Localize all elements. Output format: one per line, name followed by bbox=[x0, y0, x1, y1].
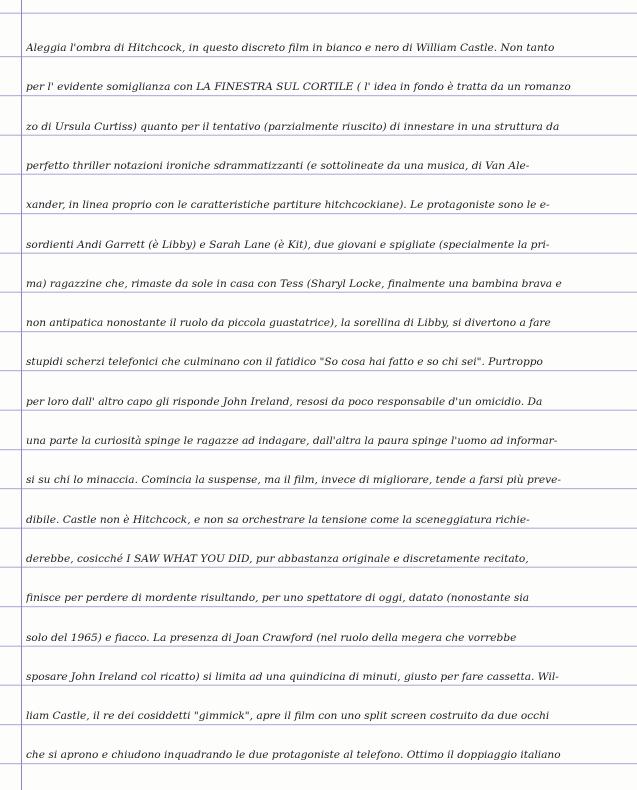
text-line: ma) ragazzine che, rimaste da sole in casa con Tess (Sharyl Locke, finalmente una bambina brava e bbox=[26, 278, 562, 290]
text-line: per loro dall' altro capo gli risponde John Ireland, resosi da poco responsabile d'un omicidio. Da bbox=[26, 396, 543, 408]
text-line: per l' evidente somiglianza con LA FINESTRA SUL CORTILE ( l' idea in fondo è tratta da un romanzo bbox=[26, 81, 571, 93]
text-line: zo di Ursula Curtiss) quanto per il tentativo (parzialmente riuscito) di innestare in una struttura da bbox=[26, 121, 560, 133]
text-line: che si aprono e chiudono inquadrando le due protagoniste al telefono. Ottimo il doppiaggio italiano bbox=[26, 749, 561, 761]
text-line: solo del 1965) e fiacco. La presenza di Joan Crawford (nel ruolo della megera che vorrebbe bbox=[26, 632, 517, 644]
text-line: perfetto thriller notazioni ironiche sdrammatizzanti (e sottolineate da una musica, di Van Ale- bbox=[26, 160, 530, 172]
text-line: si su chi lo minaccia. Comincia la suspense, ma il film, invece di migliorare, tende a farsi più preve- bbox=[26, 474, 561, 486]
text-line: una parte la curiosità spinge le ragazze ad indagare, dall'altra la paura spinge l'uomo ad informar- bbox=[26, 435, 558, 447]
text-line: dibile. Castle non è Hitchcock, e non sa orchestrare la tensione come la sceneggiatura richie- bbox=[26, 514, 530, 526]
text-line: non antipatica nonostante il ruolo da piccola guastatrice), la sorellina di Libby, si divertono a fare bbox=[26, 317, 551, 329]
text-line: sposare John Ireland col ricatto) si limita ad una quindicina di minuti, giusto per fare cassetta. Wil- bbox=[26, 671, 559, 683]
text-line: Aleggia l'ombra di Hitchcock, in questo discreto film in bianco e nero di William Castle. Non tanto bbox=[26, 42, 555, 54]
text-line: liam Castle, il re dei cosiddetti "gimmick", apre il film con uno split screen costruito da due occhi bbox=[26, 710, 550, 722]
text-line: stupidi scherzi telefonici che culminano con il fatidico "So cosa hai fatto e so chi sei". Purtroppo bbox=[26, 356, 543, 368]
text-line: finisce per perdere di mordente risultando, per uno spettatore di oggi, datato (nonostante sia bbox=[26, 592, 530, 604]
text-line: xander, in linea proprio con le caratteristiche partiture hitchcockiane). Le protagoniste sono le e- bbox=[26, 199, 550, 211]
text-line: derebbe, cosicché I SAW WHAT YOU DID, pur abbastanza originale e discretamente recitato, bbox=[26, 553, 529, 565]
text-line: sordienti Andi Garrett (è Libby) e Sarah Lane (è Kit), due giovani e spigliate (specialmente la pri- bbox=[26, 239, 550, 251]
